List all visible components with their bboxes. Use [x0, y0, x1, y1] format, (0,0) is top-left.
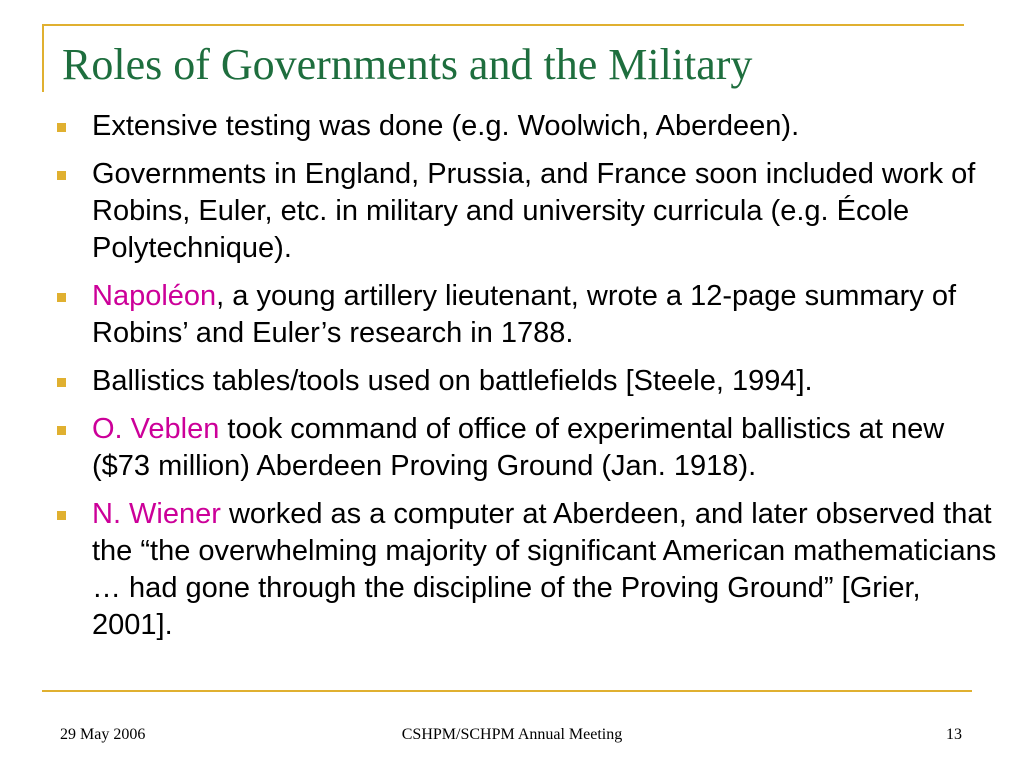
- bullet-text: Extensive testing was done (e.g. Woolwich, Aberdeen).: [92, 110, 800, 142]
- bullet-item: [57, 496, 997, 644]
- square-bullet-icon: [57, 171, 66, 180]
- bullet-highlight: N. Wiener: [92, 498, 221, 530]
- bullet-highlight: Napoléon: [92, 280, 217, 312]
- square-bullet-icon: [57, 293, 66, 302]
- square-bullet-icon: [57, 426, 66, 435]
- bullet-text: worked as a computer at Aberdeen, and later observed that the “the overwhelming majority of significant American mathematicians … had gone through the discipline of the Proving Ground” [Grier, 2001].: [92, 498, 997, 641]
- square-bullet-icon: [57, 511, 66, 520]
- title-accent-line-left: [42, 24, 44, 92]
- slide-number: 13: [946, 726, 962, 743]
- bullet-item: [57, 108, 997, 145]
- title-accent-line-top: [42, 24, 964, 26]
- bullet-text: Governments in England, Prussia, and France soon included work of Robins, Euler, etc. in military and university curricula (e.g. École Polytechnique).: [92, 158, 976, 264]
- square-bullet-icon: [57, 378, 66, 387]
- footer-date: 29 May 2006: [60, 726, 146, 743]
- bullet-text: took command of office of experimental ballistics at new ($73 million) Aberdeen Proving Ground (Jan. 1918).: [92, 413, 945, 482]
- footer-meeting-name: CSHPM/SCHPM Annual Meeting: [401, 726, 623, 743]
- slide-title: Roles of Governments and the Military: [62, 40, 753, 89]
- bullet-text: , a young artillery lieutenant, wrote a 12-page summary of Robins’ and Euler’s research in 1788.: [92, 280, 957, 349]
- bullet-item: [57, 363, 997, 400]
- bullet-list: [57, 108, 997, 655]
- footer-divider: [42, 690, 972, 692]
- bullet-text: Ballistics tables/tools used on battlefields [Steele, 1994].: [92, 365, 813, 397]
- bullet-highlight: O. Veblen: [92, 413, 220, 445]
- square-bullet-icon: [57, 123, 66, 132]
- bullet-item: [57, 278, 997, 352]
- bullet-item: [57, 411, 997, 485]
- bullet-item: [57, 156, 997, 267]
